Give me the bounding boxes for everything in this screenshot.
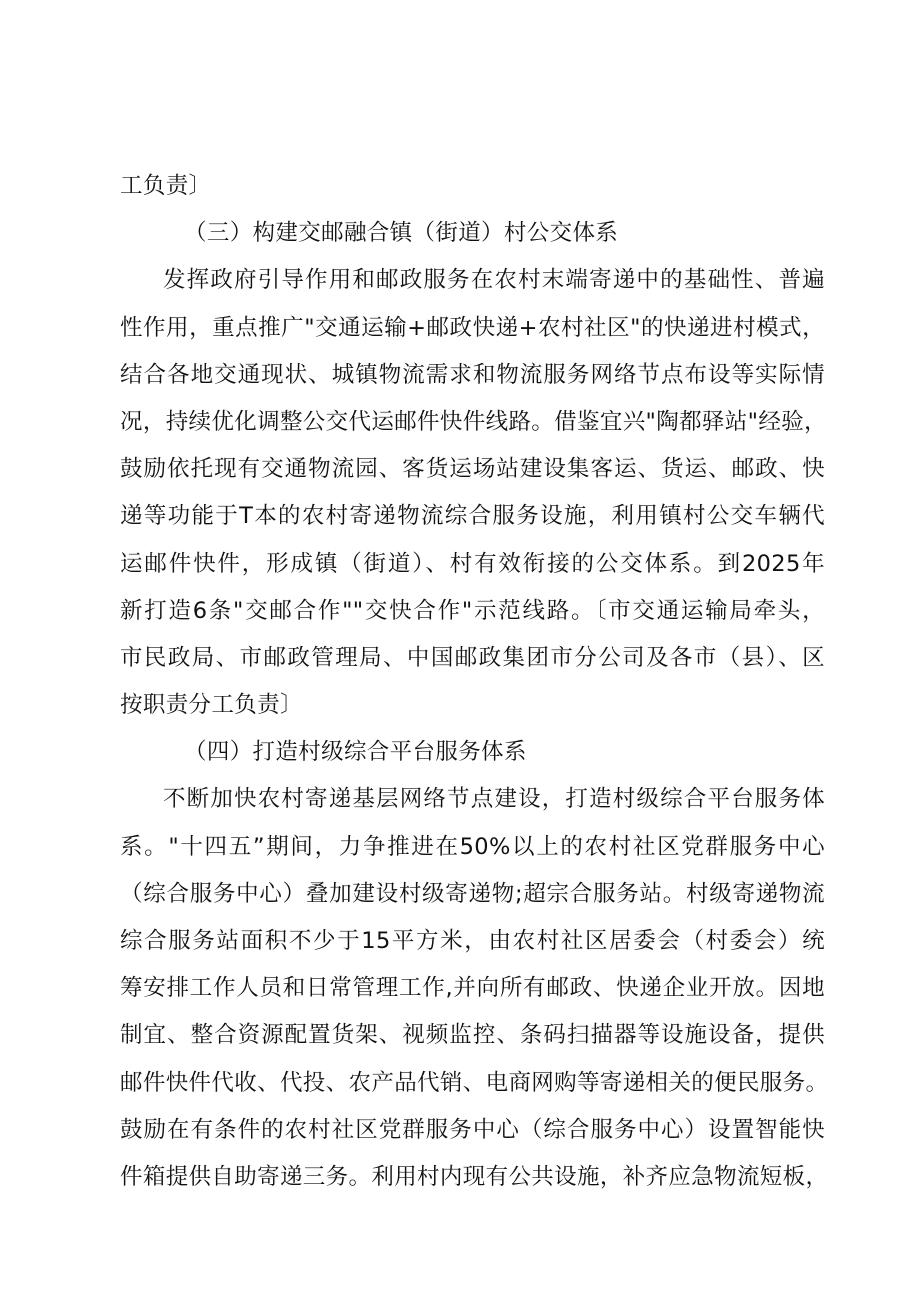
text-line: 系。"十四五”期间，力争推进在50%以上的农村社区党群服务中心 xyxy=(120,833,825,860)
text-line: 性作用，重点推广"交通运输+邮政快递+农村社区"的快递进村模式， xyxy=(120,314,825,341)
text-line: 鼓励在有条件的农村社区党群服务中心（综合服务中心）设置智能快 xyxy=(120,1116,825,1143)
section-heading: （三）构建交邮融合镇（街道）村公交体系 xyxy=(184,220,619,247)
text-line: 件箱提供自助寄递三务。利用村内现有公共设施，补齐应急物流短板， xyxy=(120,1163,829,1190)
text-line: 况，持续优化调整公交代运邮件快件线路。借鉴宜兴"陶都驿站"经验， xyxy=(120,408,827,435)
text-line: 运邮件快件，形成镇（街道）、村有效衔接的公交体系。到2025年 xyxy=(120,550,825,577)
section-heading: （四）打造村级综合平台服务体系 xyxy=(184,739,527,766)
text-line: 邮件快件代收、代投、农产品代销、电商网购等寄递相关的便民服务。 xyxy=(120,1069,829,1096)
text-line: 综合服务站面积不少于15平方米，由农村社区居委会（村委会）统 xyxy=(120,928,825,954)
text-line: 不断加快农村寄递基层网络节点建设，打造村级综合平台服务体 xyxy=(163,786,825,813)
text-line: （综合服务中心）叠加建设村级寄递物;超宗合服务站。村级寄递物流 xyxy=(120,880,825,907)
text-line: 发挥政府引导作用和邮政服务在农村末端寄递中的基础性、普遍 xyxy=(163,267,825,294)
text-line: 市民政局、市邮政管理局、中国邮政集团市分公司及各市（县）、区 xyxy=(120,644,825,671)
text-line: 结合各地交通现状、城镇物流需求和物流服务网络节点布设等实际情 xyxy=(120,361,825,388)
text-line: 鼓励依托现有交通物流园、客货运场站建设集客运、货运、邮政、快 xyxy=(120,456,825,483)
text-line: 新打造6条"交邮合作""交快合作"示范线路。〔市交通运输局牵头， xyxy=(120,597,825,624)
text-line: 按职责分工负责〕 xyxy=(120,692,303,719)
text-line: 筹安排工作人员和日常管理工作,并向所有邮政、快递企业开放。因地 xyxy=(120,975,825,1002)
document-body xyxy=(120,163,829,1201)
text-line: 工负责〕 xyxy=(120,173,212,199)
text-line: 递等功能于T本的农村寄递物流综合服务设施，利用镇村公交车辆代 xyxy=(120,503,825,530)
text-line: 制宜、整合资源配置货架、视频监控、条码扫描器等设施设备，提供 xyxy=(120,1022,825,1049)
